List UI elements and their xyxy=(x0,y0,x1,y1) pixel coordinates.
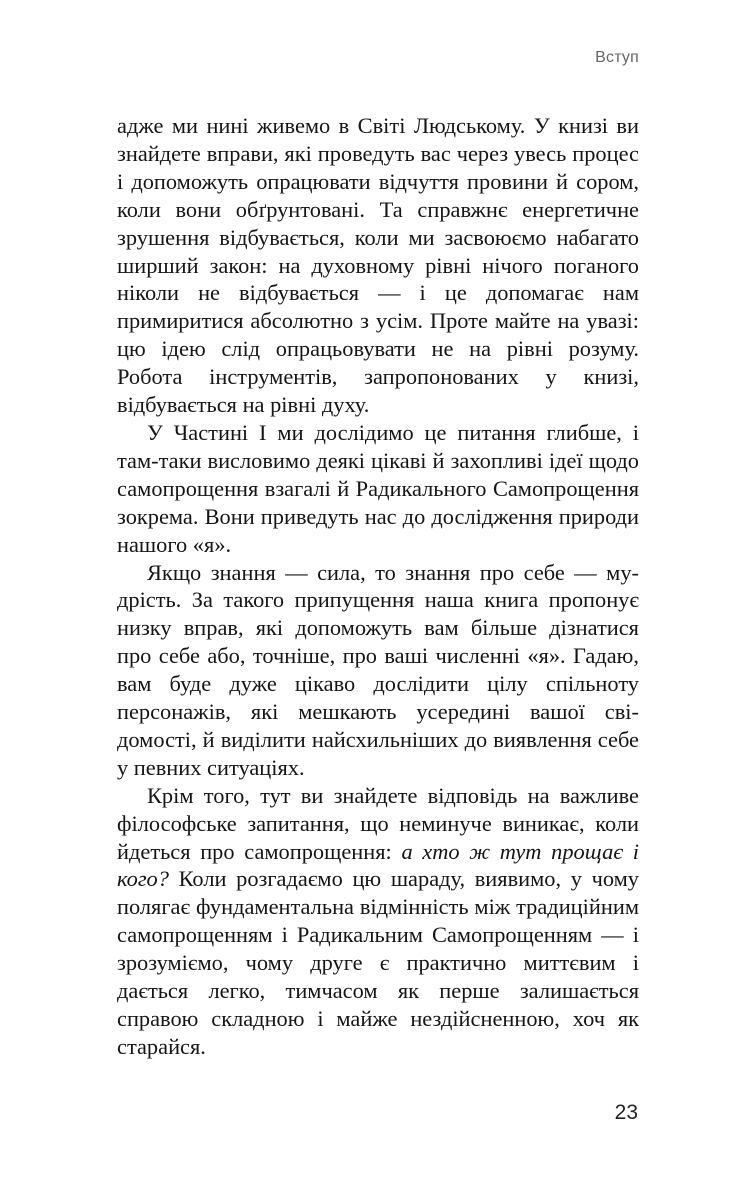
paragraph: адже ми нині живемо в Світі Людському. У книзі ви знайдете вправи, які проведуть вас через увесь процес і допоможуть опрацювати відчуття провини й сором, коли вони обґрунтовані. Та справжнє енергетичне зрушення відбувається, коли ми засвоюємо набагато ширший закон: на духовному рівні нічого поганого ніколи не відбувається — і це допомагає нам примиритися абсолютно з усім. Проте майте на увазі: цю ідею слід опрацьовувати не на рівні розуму. Робота інструментів, запропонованих у книзі, відбувається на рівні духу. xyxy=(117,113,639,418)
running-head: Вступ xyxy=(595,49,639,66)
paragraph-text: Коли розгадаємо цю шараду, виявимо, у чому полягає фундаментальна відмінність між традиційним самопрощенням і Радикальним Самопрощенням — і зрозуміємо, чому друге є практично миттєвим і дається легко, тимчасом як перше залишається справою складною і майже нездійсненною, хоч як старайся. xyxy=(117,866,639,1059)
paragraph: Якщо знання — сила, то знання про себе — мудрість. За такого припущення наша книга пропонує низку вправ, які допоможуть вам більше дізнатися про себе або, точніше, про ваші численні «я». Гадаю, вам буде дуже цікаво дослідити цілу спільноту персонажів, які мешкають усередині вашої свідомості, й виділити найсхильніших до виявлення себе у певних ситуаціях. xyxy=(117,559,639,780)
paragraph-text: Крім того, тут ви знайдете відповідь на важливе філософське запитання, що неминуче виникає, коли йдеться про самопрощення: xyxy=(117,782,639,864)
italic-question: а хто ж тут прощає і кого? xyxy=(117,838,640,892)
body-text xyxy=(117,112,639,1061)
paragraph xyxy=(117,782,639,1061)
paragraph: У Частині I ми дослідимо це питання глибше, і там-таки висловимо деякі цікаві й захопливі ідеї щодо самопрощення взагалі й Радикального Самопрощення зокрема. Вони приведуть нас до дослідження природи нашого «я». xyxy=(117,419,639,557)
page-number: 23 xyxy=(614,1101,638,1124)
